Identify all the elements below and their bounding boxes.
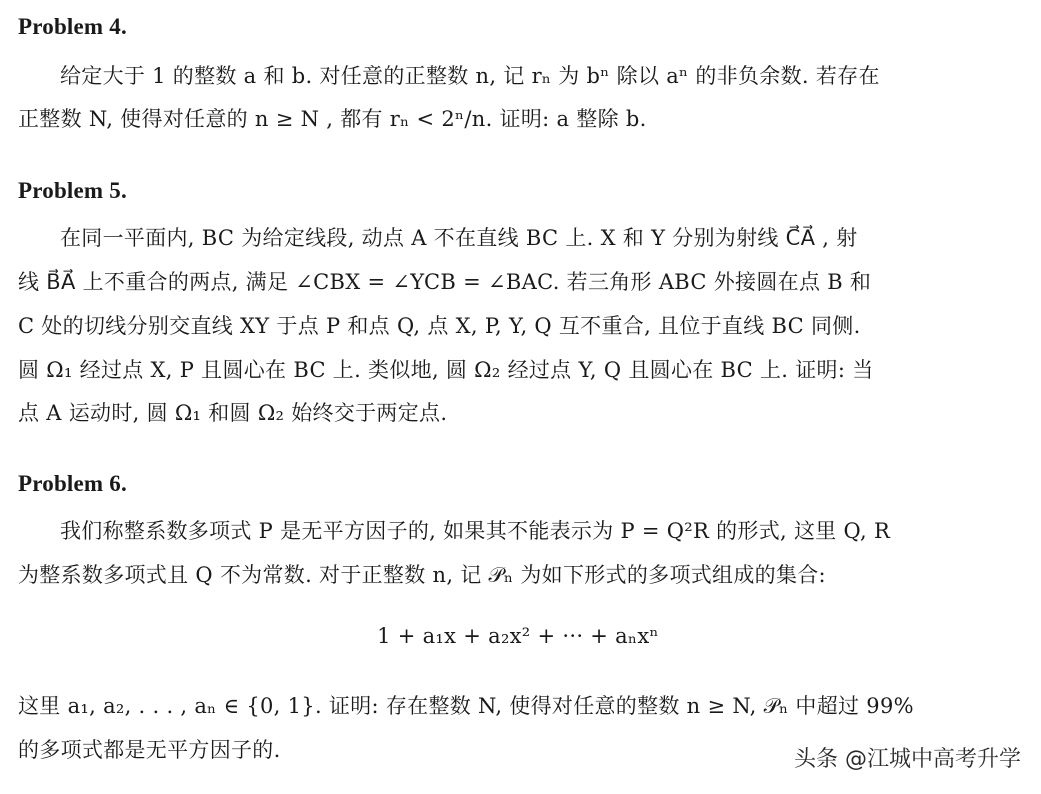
watermark: 头条 @江城中高考升学	[794, 747, 1021, 772]
problem-5-line-2: 线 B⃗A⃗ 上不重合的两点, 满足 ∠CBX = ∠YCB = ∠BAC. 若三角形 ABC 外接圆在点 B 和	[18, 270, 872, 294]
problem-6-formula: 1 + a₁x + a₂x² + ··· + aₙxⁿ	[377, 624, 659, 648]
problem-5-line-1: 在同一平面内, BC 为给定线段, 动点 A 不在直线 BC 上. X 和 Y 分别为射线 C⃗A⃗ , 射	[60, 226, 858, 250]
problem-6-line-3: 这里 a₁, a₂, . . . , aₙ ∈ {0, 1}. 证明: 存在整数 N, 使得对任意的整数 n ≥ N, 𝒫ₙ 中超过 99%	[18, 694, 914, 718]
problem-5-title: Problem 5.	[18, 178, 127, 203]
problem-5-line-5: 点 A 运动时, 圆 Ω₁ 和圆 Ω₂ 始终交于两定点.	[18, 401, 448, 425]
problem-5-line-4: 圆 Ω₁ 经过点 X, P 且圆心在 BC 上. 类似地, 圆 Ω₂ 经过点 Y, Q 且圆心在 BC 上. 证明: 当	[18, 358, 874, 382]
problem-6-line-2: 为整系数多项式且 Q 不为常数. 对于正整数 n, 记 𝒫ₙ 为如下形式的多项式组成的集合:	[18, 563, 826, 587]
problem-4-title: Problem 4.	[18, 14, 127, 39]
problem-4-line-2: 正整数 N, 使得对任意的 n ≥ N , 都有 rₙ < 2ⁿ/n. 证明: a 整除 b.	[18, 107, 647, 131]
problem-6-line-4: 的多项式都是无平方因子的.	[18, 738, 281, 762]
problem-6-line-1: 我们称整系数多项式 P 是无平方因子的, 如果其不能表示为 P = Q²R 的形式, 这里 Q, R	[60, 519, 891, 543]
problem-6-title: Problem 6.	[18, 471, 127, 496]
problem-5-line-3: C 处的切线分别交直线 XY 于点 P 和点 Q, 点 X, P, Y, Q 互不重合, 且位于直线 BC 同侧.	[18, 314, 861, 338]
problem-4-line-1: 给定大于 1 的整数 a 和 b. 对任意的正整数 n, 记 rₙ 为 bⁿ 除以 aⁿ 的非负余数. 若存在	[60, 64, 880, 88]
